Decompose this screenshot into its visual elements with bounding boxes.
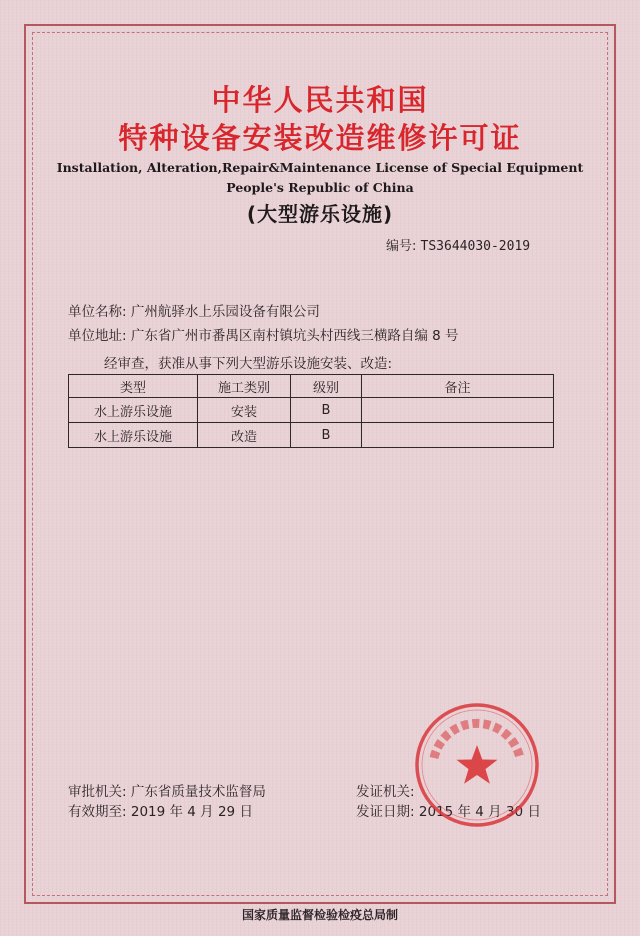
table-row <box>69 398 554 423</box>
official-seal <box>412 700 542 830</box>
approval-authority-value: 广东省质量技术监督局 <box>130 784 266 800</box>
unit-name <box>68 300 320 320</box>
approval-authority <box>68 780 266 800</box>
issuing-authority-label: 发证机关: <box>356 784 415 800</box>
cell-level: B <box>291 398 362 423</box>
header-remarks: 备注 <box>362 375 554 398</box>
cell-type: 水上游乐设施 <box>69 423 198 448</box>
unit-address-value: 广东省广州市番禺区南村镇坑头村西线三横路自编 8 号 <box>130 328 459 344</box>
table-header-row <box>69 375 554 398</box>
issue-date-label: 发证日期: <box>356 804 415 820</box>
header-level: 级别 <box>291 375 362 398</box>
cell-remarks <box>362 398 554 423</box>
cell-work-category: 安装 <box>198 398 291 423</box>
title-country: 中华人民共和国 <box>211 83 429 117</box>
license-category: (大型游乐设施) <box>246 202 394 226</box>
star-icon <box>457 745 498 784</box>
serial-value: TS3644030-2019 <box>420 239 531 254</box>
unit-name-label: 单位名称: <box>68 304 127 320</box>
header-type: 类型 <box>69 375 198 398</box>
unit-address-label: 单位地址: <box>68 328 127 344</box>
cell-level: B <box>291 423 362 448</box>
issuing-authority <box>356 780 415 800</box>
table-row <box>69 423 554 448</box>
approval-statement: 经审查，获准从事下列大型游乐设施安装、改造: <box>104 356 393 372</box>
valid-until <box>68 800 253 820</box>
title-license: 特种设备安装改造维修许可证 <box>118 121 522 155</box>
header-work-category: 施工类别 <box>198 375 291 398</box>
serial-label: 编号: <box>386 239 417 254</box>
cell-remarks <box>362 423 554 448</box>
title-english-country: People's Republic of China <box>226 180 414 195</box>
serial-number <box>386 235 530 254</box>
valid-until-label: 有效期至: <box>68 804 127 820</box>
title-english: Installation, Alteration,Repair&Maintenance License of Special Equipment <box>56 160 584 175</box>
approval-authority-label: 审批机关: <box>68 784 127 800</box>
valid-until-value: 2019 年 4 月 29 日 <box>130 804 253 820</box>
permit-table <box>68 374 554 448</box>
footer-issuer: 国家质量监督检验检疫总局制 <box>241 908 398 922</box>
unit-name-value: 广州航驿水上乐园设备有限公司 <box>130 304 320 320</box>
issue-date-value: 2015 年 4 月 30 日 <box>418 804 541 820</box>
cell-type: 水上游乐设施 <box>69 398 198 423</box>
unit-address <box>68 324 459 344</box>
cell-work-category: 改造 <box>198 423 291 448</box>
